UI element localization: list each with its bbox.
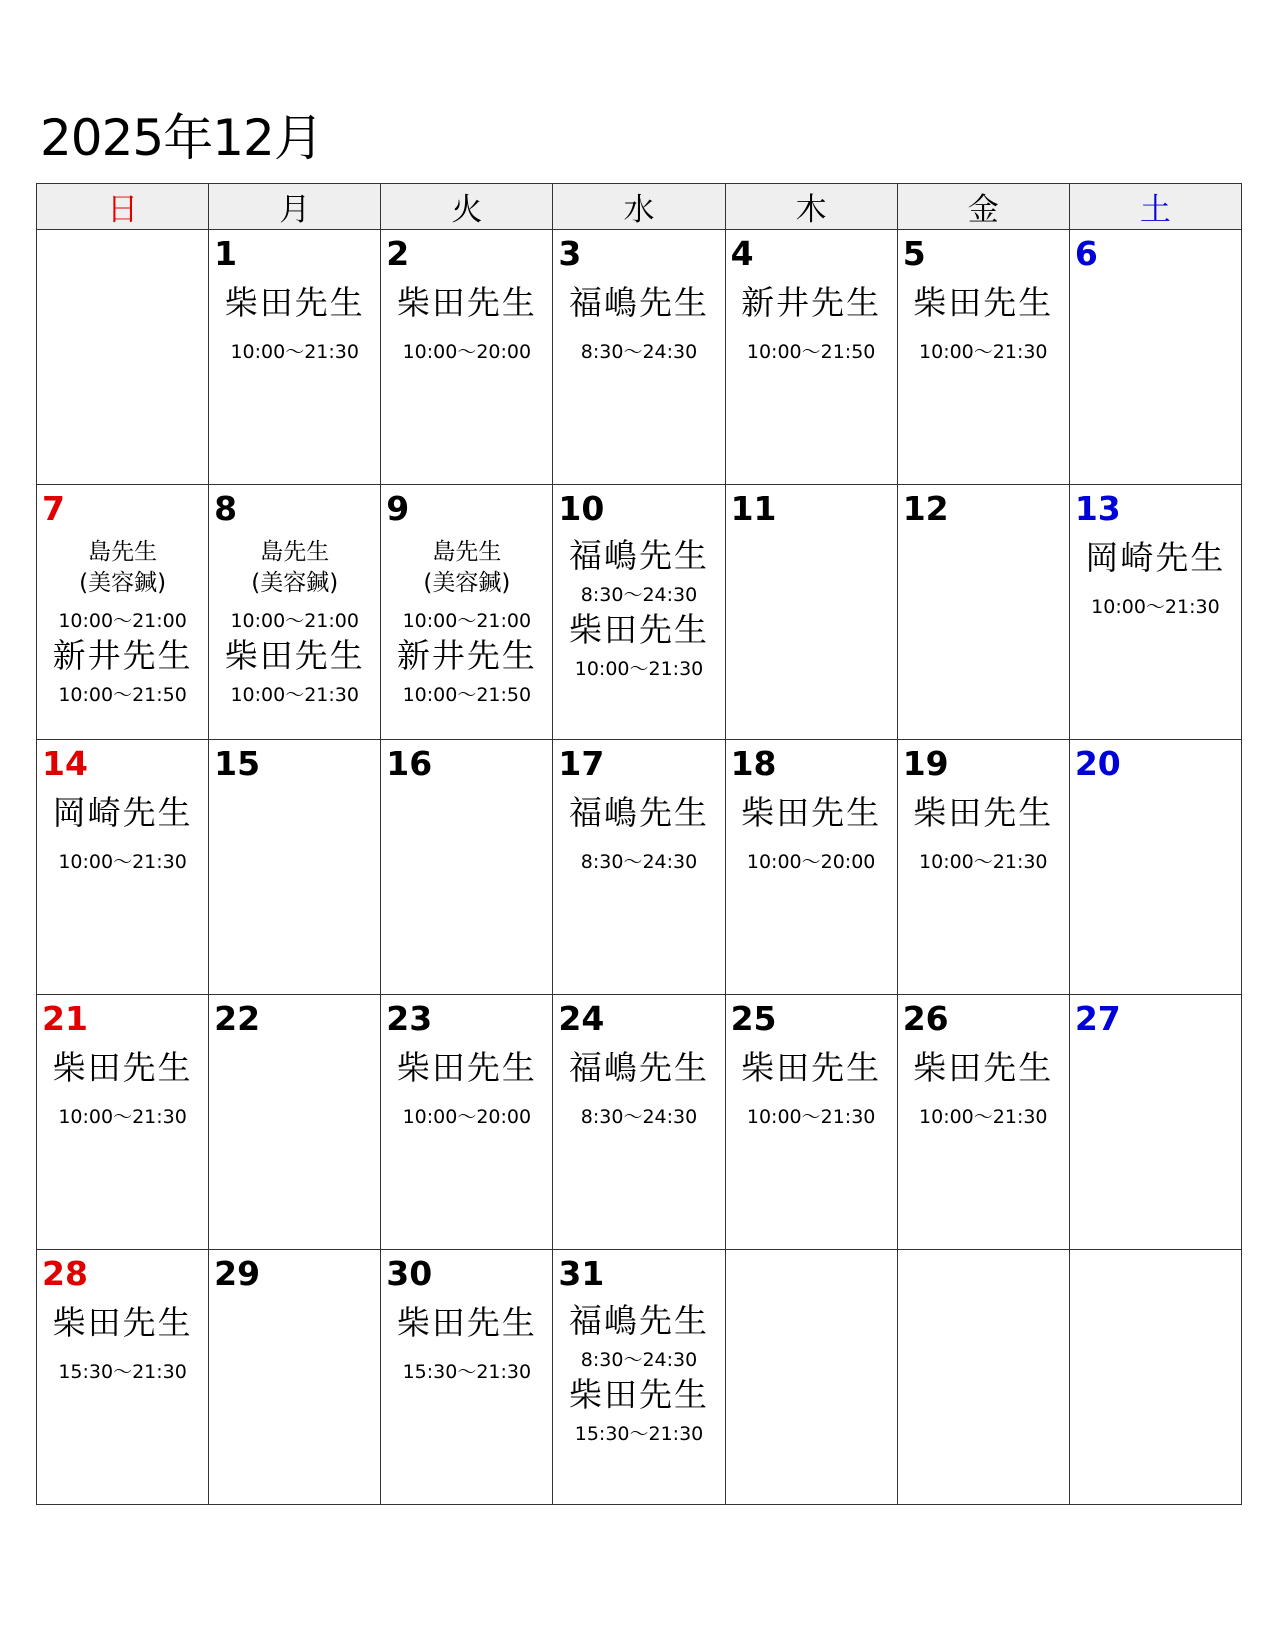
shift-entry bbox=[553, 1302, 724, 1372]
shift-entry bbox=[209, 537, 380, 633]
shift-time: 10:00～21:00 bbox=[402, 610, 532, 632]
shift-list bbox=[898, 1039, 1069, 1129]
day-number: 30 bbox=[386, 1254, 433, 1293]
shift-list bbox=[1070, 529, 1241, 619]
doctor-name: 新井先生 bbox=[52, 636, 193, 675]
shift-list bbox=[553, 1294, 724, 1446]
shift-list bbox=[381, 1294, 552, 1384]
day-number: 14 bbox=[42, 744, 88, 783]
shift-list bbox=[726, 274, 897, 364]
shift-list bbox=[553, 529, 724, 681]
doctor-name: 柴田先生 bbox=[568, 610, 709, 649]
shift-entry bbox=[381, 284, 552, 364]
doctor-name: 柴田先生 bbox=[52, 1048, 193, 1087]
day-cell bbox=[725, 485, 897, 740]
doctor-name: 柴田先生 bbox=[224, 283, 365, 322]
day-number: 21 bbox=[42, 999, 88, 1038]
day-number: 8 bbox=[214, 489, 238, 528]
doctor-name: 柴田先生 bbox=[741, 793, 882, 832]
shift-entry bbox=[898, 1049, 1069, 1129]
shift-list bbox=[37, 529, 208, 707]
shift-entry bbox=[209, 284, 380, 364]
shift-time: 10:00～21:30 bbox=[919, 1106, 1048, 1128]
shift-entry bbox=[381, 1304, 552, 1384]
shift-entry bbox=[381, 1049, 552, 1129]
calendar-body bbox=[37, 230, 1242, 1505]
shift-list bbox=[898, 274, 1069, 364]
day-number: 28 bbox=[42, 1254, 88, 1293]
weekday-header-thu: 木 bbox=[725, 184, 897, 230]
day-cell bbox=[381, 1250, 553, 1505]
day-number: 5 bbox=[902, 234, 926, 273]
shift-entry bbox=[37, 794, 208, 874]
day-cell bbox=[897, 485, 1069, 740]
day-number: 31 bbox=[558, 1254, 605, 1293]
day-number: 23 bbox=[386, 999, 433, 1038]
doctor-name: 柴田先生 bbox=[913, 793, 1054, 832]
day-cell bbox=[897, 740, 1069, 995]
doctor-name: 岡崎先生 bbox=[52, 793, 193, 832]
doctor-name: 柴田先生 bbox=[52, 1303, 193, 1342]
shift-entry bbox=[553, 1376, 724, 1446]
day-number: 4 bbox=[730, 234, 754, 273]
shift-list bbox=[553, 274, 724, 364]
shift-list bbox=[381, 274, 552, 364]
shift-list bbox=[726, 1039, 897, 1129]
shift-time: 10:00～21:30 bbox=[230, 684, 359, 706]
doctor-name: 福嶋先生 bbox=[568, 793, 709, 832]
day-number: 26 bbox=[902, 999, 949, 1038]
shift-entry bbox=[898, 794, 1069, 874]
day-cell bbox=[897, 230, 1069, 485]
day-cell bbox=[209, 1250, 381, 1505]
shift-entry bbox=[726, 794, 897, 874]
empty-day-cell bbox=[725, 1250, 897, 1505]
day-cell bbox=[553, 740, 725, 995]
weekday-header-fri: 金 bbox=[897, 184, 1069, 230]
weekday-header-wed: 水 bbox=[553, 184, 725, 230]
shift-entry bbox=[381, 637, 552, 707]
week-row bbox=[37, 485, 1242, 740]
shift-entry bbox=[553, 284, 724, 364]
doctor-name: 島先生 bbox=[88, 539, 158, 565]
day-number: 17 bbox=[558, 744, 605, 783]
day-cell bbox=[1069, 740, 1241, 995]
day-number: 27 bbox=[1074, 999, 1121, 1038]
page-title: 2025年12月 bbox=[40, 109, 323, 167]
weekday-header-row bbox=[37, 184, 1242, 230]
shift-time: 15:30～21:30 bbox=[58, 1361, 187, 1383]
doctor-name: 島先生 bbox=[260, 539, 330, 565]
shift-list bbox=[37, 784, 208, 874]
shift-time: 10:00～21:30 bbox=[919, 341, 1048, 363]
doctor-name: 新井先生 bbox=[396, 636, 537, 675]
day-number: 19 bbox=[902, 744, 949, 783]
shift-entry bbox=[381, 537, 552, 633]
shift-list bbox=[37, 1039, 208, 1129]
shift-list bbox=[209, 274, 380, 364]
day-cell bbox=[1069, 995, 1241, 1250]
day-number: 2 bbox=[386, 234, 410, 273]
weekday-header-tue: 火 bbox=[381, 184, 553, 230]
shift-entry bbox=[37, 537, 208, 633]
weekday-header-sun: 日 bbox=[37, 184, 209, 230]
shift-entry bbox=[726, 1049, 897, 1129]
day-cell bbox=[1069, 485, 1241, 740]
treatment-note: (美容鍼) bbox=[251, 570, 339, 596]
day-cell bbox=[37, 740, 209, 995]
shift-time: 10:00～21:50 bbox=[58, 684, 187, 706]
shift-list bbox=[898, 784, 1069, 874]
day-number: 3 bbox=[558, 234, 582, 273]
day-number: 22 bbox=[214, 999, 261, 1038]
shift-time: 15:30～21:30 bbox=[574, 1423, 704, 1445]
shift-list bbox=[37, 1294, 208, 1384]
day-cell bbox=[553, 1250, 725, 1505]
day-number: 6 bbox=[1074, 234, 1098, 273]
day-cell bbox=[553, 230, 725, 485]
day-cell bbox=[1069, 230, 1241, 485]
doctor-name: 柴田先生 bbox=[396, 1303, 537, 1342]
shift-time: 10:00～21:30 bbox=[230, 341, 359, 363]
day-number: 15 bbox=[214, 744, 261, 783]
shift-time: 10:00～21:30 bbox=[1091, 596, 1220, 618]
shift-entry bbox=[553, 794, 724, 874]
shift-time: 8:30～24:30 bbox=[580, 1349, 698, 1371]
shift-time: 10:00～20:00 bbox=[402, 1106, 532, 1128]
week-row bbox=[37, 1250, 1242, 1505]
shift-time: 8:30～24:30 bbox=[580, 1106, 698, 1128]
day-number: 20 bbox=[1074, 744, 1121, 783]
shift-time: 10:00～20:00 bbox=[746, 851, 876, 873]
day-number: 7 bbox=[42, 489, 65, 528]
day-number: 29 bbox=[214, 1254, 261, 1293]
shift-entry bbox=[553, 611, 724, 681]
day-cell bbox=[897, 995, 1069, 1250]
shift-entry bbox=[553, 537, 724, 607]
doctor-name: 柴田先生 bbox=[741, 1048, 882, 1087]
day-number: 9 bbox=[386, 489, 410, 528]
shift-time: 10:00～20:00 bbox=[402, 341, 532, 363]
weekday-header-mon: 月 bbox=[209, 184, 381, 230]
doctor-name: 柴田先生 bbox=[396, 1048, 537, 1087]
shift-time: 15:30～21:30 bbox=[402, 1361, 532, 1383]
shift-time: 10:00～21:30 bbox=[58, 851, 187, 873]
treatment-note: (美容鍼) bbox=[423, 570, 511, 596]
doctor-name: 福嶋先生 bbox=[568, 1048, 709, 1087]
shift-entry bbox=[726, 284, 897, 364]
doctor-name: 柴田先生 bbox=[568, 1375, 709, 1414]
week-row bbox=[37, 230, 1242, 485]
shift-list bbox=[726, 784, 897, 874]
shift-time: 10:00～21:30 bbox=[574, 658, 704, 680]
shift-time: 10:00～21:00 bbox=[58, 610, 187, 632]
shift-time: 8:30～24:30 bbox=[580, 584, 698, 606]
day-cell bbox=[553, 485, 725, 740]
shift-entry bbox=[898, 284, 1069, 364]
day-cell bbox=[209, 995, 381, 1250]
shift-list bbox=[381, 1039, 552, 1129]
day-number: 12 bbox=[902, 489, 949, 528]
day-cell bbox=[37, 485, 209, 740]
week-row bbox=[37, 995, 1242, 1250]
shift-entry bbox=[37, 1304, 208, 1384]
doctor-name: 新井先生 bbox=[741, 283, 882, 322]
doctor-name: 柴田先生 bbox=[396, 283, 537, 322]
day-number: 13 bbox=[1074, 489, 1121, 528]
day-cell bbox=[725, 230, 897, 485]
day-cell bbox=[553, 995, 725, 1250]
day-cell bbox=[37, 1250, 209, 1505]
shift-list bbox=[381, 529, 552, 707]
doctor-name: 福嶋先生 bbox=[568, 536, 709, 575]
shift-time: 10:00～21:30 bbox=[58, 1106, 187, 1128]
shift-time: 8:30～24:30 bbox=[580, 851, 698, 873]
treatment-note: (美容鍼) bbox=[79, 570, 167, 596]
doctor-name: 柴田先生 bbox=[913, 283, 1054, 322]
doctor-name: 福嶋先生 bbox=[568, 1301, 709, 1340]
calendar-grid bbox=[36, 183, 1242, 1505]
doctor-name: 柴田先生 bbox=[224, 636, 365, 675]
day-cell bbox=[725, 995, 897, 1250]
shift-list bbox=[209, 529, 380, 707]
shift-time: 10:00～21:50 bbox=[402, 684, 532, 706]
week-row bbox=[37, 740, 1242, 995]
shift-entry bbox=[37, 637, 208, 707]
day-cell bbox=[725, 740, 897, 995]
shift-list bbox=[553, 1039, 724, 1129]
shift-list bbox=[553, 784, 724, 874]
doctor-name: 柴田先生 bbox=[913, 1048, 1054, 1087]
shift-time: 8:30～24:30 bbox=[580, 341, 698, 363]
shift-entry bbox=[1070, 539, 1241, 619]
shift-entry bbox=[553, 1049, 724, 1129]
empty-day-cell bbox=[897, 1250, 1069, 1505]
day-number: 1 bbox=[214, 234, 238, 273]
shift-time: 10:00～21:30 bbox=[746, 1106, 876, 1128]
day-cell bbox=[381, 230, 553, 485]
day-cell bbox=[37, 995, 209, 1250]
day-cell bbox=[381, 995, 553, 1250]
day-cell bbox=[381, 740, 553, 995]
empty-day-cell bbox=[1069, 1250, 1241, 1505]
empty-day-cell bbox=[37, 230, 209, 485]
day-number: 18 bbox=[730, 744, 777, 783]
day-number: 16 bbox=[386, 744, 433, 783]
day-cell bbox=[381, 485, 553, 740]
day-cell bbox=[209, 740, 381, 995]
day-cell bbox=[209, 485, 381, 740]
shift-time: 10:00～21:30 bbox=[919, 851, 1048, 873]
doctor-name: 福嶋先生 bbox=[568, 283, 709, 322]
day-number: 10 bbox=[558, 489, 605, 528]
shift-entry bbox=[209, 637, 380, 707]
weekday-header-sat: 土 bbox=[1069, 184, 1241, 230]
shift-time: 10:00～21:50 bbox=[746, 341, 876, 363]
doctor-name: 岡崎先生 bbox=[1085, 538, 1226, 577]
doctor-name: 島先生 bbox=[432, 539, 502, 565]
shift-entry bbox=[37, 1049, 208, 1129]
day-cell bbox=[209, 230, 381, 485]
day-number: 24 bbox=[558, 999, 605, 1038]
day-number: 11 bbox=[730, 489, 777, 528]
day-number: 25 bbox=[730, 999, 777, 1038]
shift-time: 10:00～21:00 bbox=[230, 610, 359, 632]
